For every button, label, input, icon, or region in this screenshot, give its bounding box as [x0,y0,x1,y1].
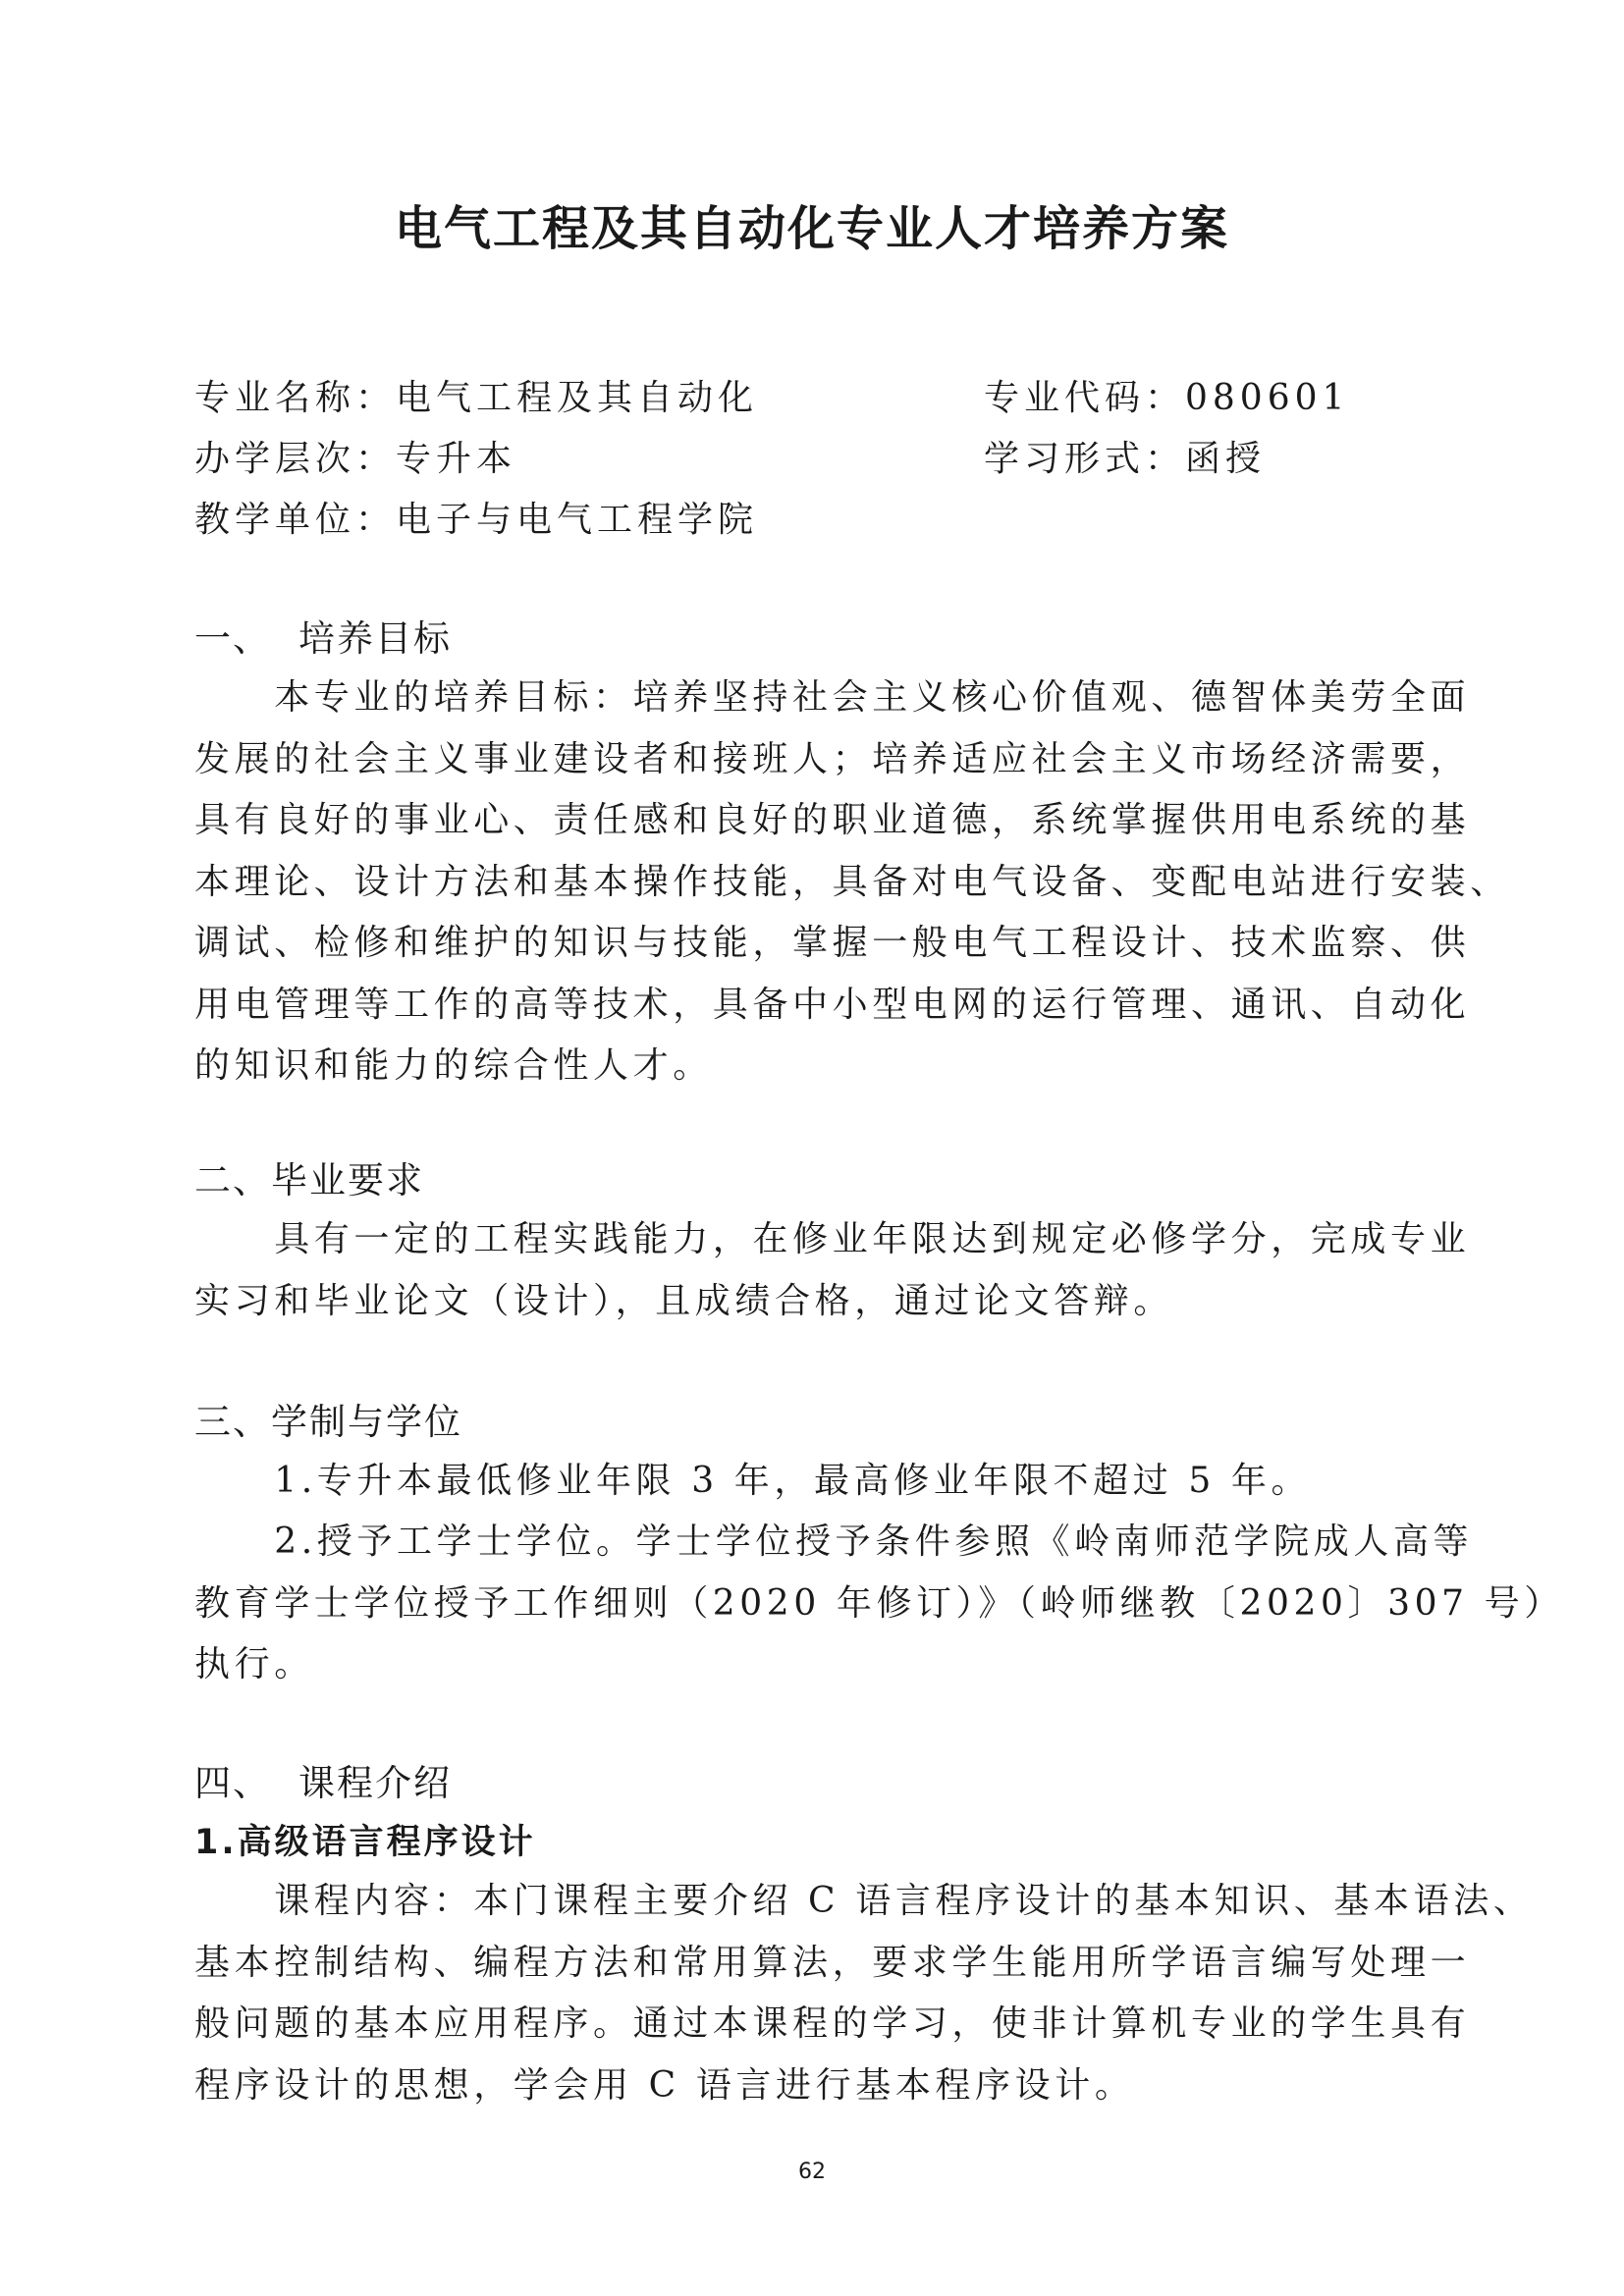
degree-item-2 [194,1512,1564,1696]
paragraph-line: 的知识和能力的综合性人才。 [194,1045,713,1086]
paragraph-line: 般问题的基本应用程序。通过本课程的学习，使非计算机专业的学生具有 [194,2003,1471,2044]
paragraph-line: 2.授予工学士学位。学士学位授予条件参照《岭南师范学院成人高等 [194,1522,1474,1562]
paragraph-line: 本专业的培养目标：培养坚持社会主义核心价值观、德智体美劳全面 [194,677,1471,718]
section-heading-degree: 三、学制与学位 [194,1401,462,1443]
section-number: 一、 [194,617,271,660]
paragraph-line: 课程内容：本门课程主要介绍 C 语言程序设计的基本知识、基本语法、 [194,1881,1534,1921]
degree-item-1 [194,1451,1434,1513]
study-form: 学习形式：函授 [984,439,1267,479]
paragraph-line: 本理论、设计方法和基本操作技能，具备对电气设备、变配电站进行安装、 [194,861,1510,902]
section-title: 培养目标 [298,617,452,660]
page-number: 62 [798,2160,826,2184]
paragraph-line: 执行。 [194,1644,314,1684]
course-description [194,1871,1534,2116]
paragraph-line: 具有一定的工程实践能力，在修业年限达到规定必修学分，完成专业 [194,1219,1471,1259]
teaching-unit: 教学单位：电子与电气工程学院 [194,500,759,540]
section-heading-objectives [194,609,452,669]
paragraph-line: 基本控制结构、编程方法和常用算法，要求学生能用所学语言编写处理一 [194,1942,1471,1983]
objectives-paragraph [194,667,1510,1097]
paragraph-line: 程序设计的思想，学会用 C 语言进行基本程序设计。 [194,2064,1135,2106]
major-code: 专业代码：080601 [984,378,1350,418]
paragraph-line: 调试、检修和维护的知识与技能，掌握一般电气工程设计、技术监察、供 [194,923,1471,963]
paragraph-line: 具有良好的事业心、责任感和良好的职业道德，系统掌握供用电系统的基 [194,800,1471,840]
graduation-paragraph [194,1209,1471,1332]
paragraph-line: 用电管理等工作的高等技术，具备中小型电网的运行管理、通讯、自动化 [194,984,1471,1025]
section-heading-courses [194,1753,452,1814]
major-name: 专业名称：电气工程及其自动化 [194,378,759,418]
section-number: 四、 [194,1762,271,1804]
paragraph-line: 教育学士学位授予工作细则（2020 年修订）》（岭师继教〔2020〕307 号） [194,1582,1564,1624]
course-title: 1.高级语言程序设计 [194,1823,536,1862]
section-title: 课程介绍 [298,1762,452,1804]
paragraph-line: 实习和毕业论文（设计），且成绩合格，通过论文答辩。 [194,1280,1174,1321]
paragraph-line: 1.专升本最低修业年限 3 年，最高修业年限不超过 5 年。 [194,1461,1312,1501]
education-level: 办学层次：专升本 [194,439,517,479]
paragraph-line: 发展的社会主义事业建设者和接班人；培养适应社会主义市场经济需要， [194,738,1471,779]
document-title: 电气工程及其自动化专业人才培养方案 [394,201,1229,256]
section-heading-graduation: 二、毕业要求 [194,1159,424,1201]
